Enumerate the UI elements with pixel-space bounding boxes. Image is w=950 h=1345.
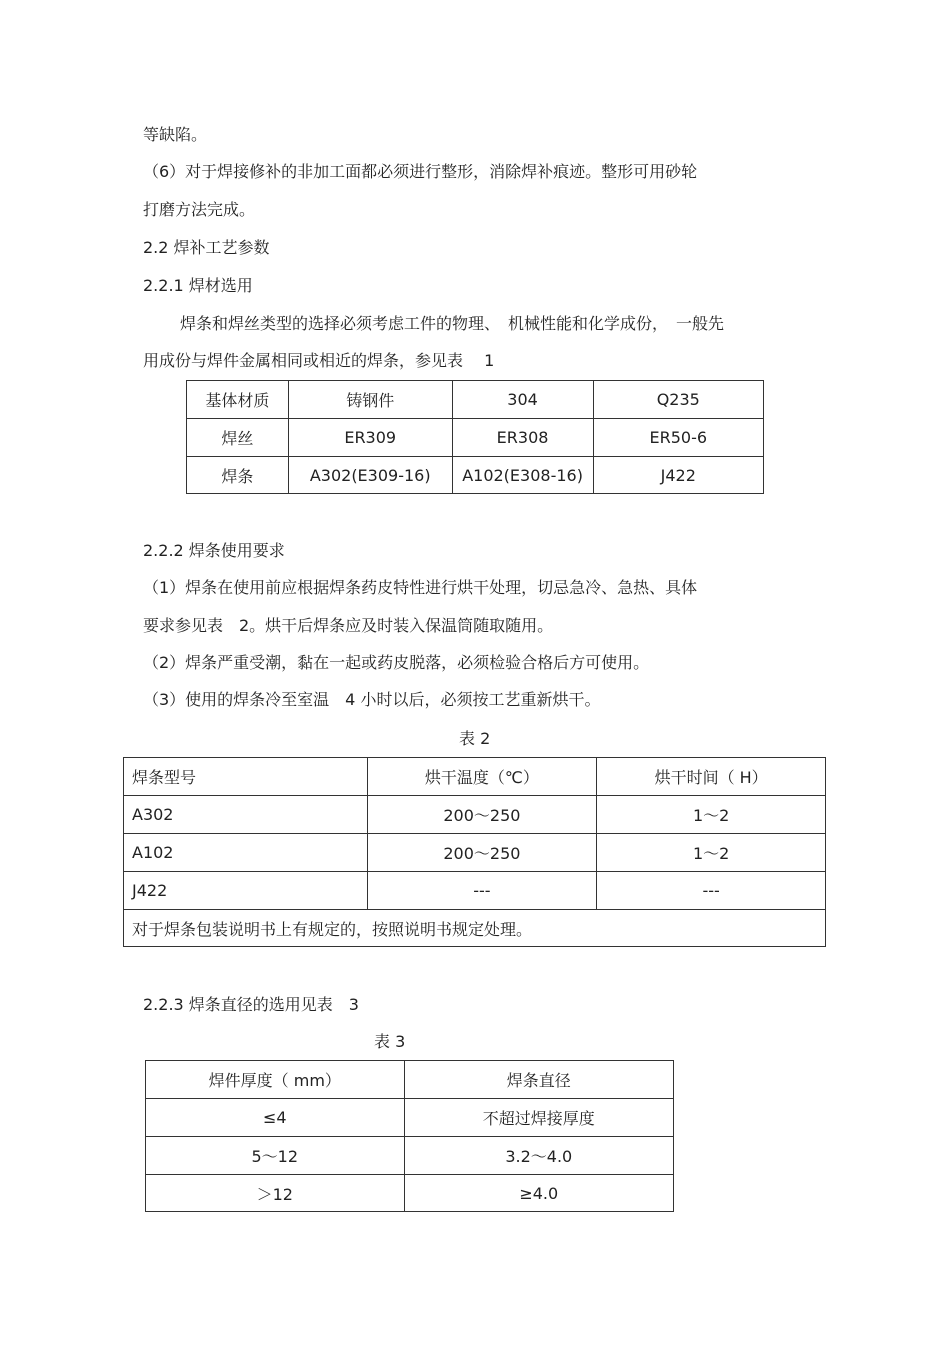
table-row (187, 419, 764, 457)
table-cell: 铸钢件 (288, 381, 452, 419)
table-2 (123, 757, 826, 947)
text-line: 打磨方法完成。 (143, 200, 256, 219)
table-note: 对于焊条包装说明书上有规定的，按照说明书规定处理。 (124, 910, 826, 947)
subsection-heading: 2.2.2 焊条使用要求 (143, 541, 285, 560)
table-cell: ER308 (452, 419, 593, 457)
text-line: 等缺陷。 (143, 125, 208, 144)
table-row (187, 381, 764, 419)
table-row (124, 758, 826, 796)
table-row (146, 1137, 674, 1175)
table-cell: 1～2 (597, 796, 826, 834)
text-line: （3）使用的焊条冷至室温 4 小时以后，必须按工艺重新烘干。 (143, 690, 601, 709)
table-cell: ≥4.0 (404, 1175, 673, 1212)
text-line: （2）焊条严重受潮，黏在一起或药皮脱落，必须检验合格后方可使用。 (143, 653, 650, 672)
table-cell: J422 (124, 872, 368, 910)
table-3 (145, 1060, 674, 1212)
table-cell: A102(E308-16) (452, 457, 593, 494)
table-cell: --- (597, 872, 826, 910)
text-line: （6）对于焊接修补的非加工面都必须进行整形，消除焊补痕迹。整形可用砂轮 (143, 162, 698, 181)
table-row (146, 1061, 674, 1099)
table-cell: 5～12 (146, 1137, 405, 1175)
table-row (146, 1175, 674, 1212)
table-cell: ＞12 (146, 1175, 405, 1212)
table-cell: ER50-6 (593, 419, 763, 457)
table-cell: 烘干温度（℃） (367, 758, 597, 796)
table-row (146, 1099, 674, 1137)
table-row (124, 910, 826, 947)
table-cell: 焊丝 (187, 419, 289, 457)
text-line: 焊条和焊丝类型的选择必须考虑工件的物理、 机械性能和化学成份， 一般先 (180, 314, 725, 333)
subsection-heading: 2.2.1 焊材选用 (143, 276, 253, 295)
text-line: 用成份与焊件金属相同或相近的焊条，参见表 1 (143, 351, 495, 370)
table-cell: A102 (124, 834, 368, 872)
table-cell: --- (367, 872, 597, 910)
text-line: 要求参见表 2。烘干后焊条应及时装入保温筒随取随用。 (143, 616, 554, 635)
table-cell: 3.2～4.0 (404, 1137, 673, 1175)
table-cell: 烘干时间（ H） (597, 758, 826, 796)
table-cell: 焊条直径 (404, 1061, 673, 1099)
table-cell: 焊条型号 (124, 758, 368, 796)
table-cell: 不超过焊接厚度 (404, 1099, 673, 1137)
table-row (187, 457, 764, 494)
table-cell: 1～2 (597, 834, 826, 872)
table-cell: 304 (452, 381, 593, 419)
table-cell: 焊件厚度（ mm） (146, 1061, 405, 1099)
table-row (124, 872, 826, 910)
table-cell: Q235 (593, 381, 763, 419)
table-cell: J422 (593, 457, 763, 494)
table-cell: ER309 (288, 419, 452, 457)
table-caption: 表 2 (459, 729, 491, 748)
table-cell: ≤4 (146, 1099, 405, 1137)
table-caption: 表 3 (374, 1032, 406, 1051)
table-cell: 200～250 (367, 796, 597, 834)
table-row (124, 796, 826, 834)
table-cell: 200～250 (367, 834, 597, 872)
table-row (124, 834, 826, 872)
subsection-heading: 2.2.3 焊条直径的选用见表 3 (143, 995, 359, 1014)
table-1 (186, 380, 764, 494)
table-cell: 基体材质 (187, 381, 289, 419)
section-heading: 2.2 焊补工艺参数 (143, 238, 270, 257)
table-cell: A302(E309-16) (288, 457, 452, 494)
table-cell: A302 (124, 796, 368, 834)
table-cell: 焊条 (187, 457, 289, 494)
text-line: （1）焊条在使用前应根据焊条药皮特性进行烘干处理，切忌急冷、急热、具体 (143, 578, 698, 597)
